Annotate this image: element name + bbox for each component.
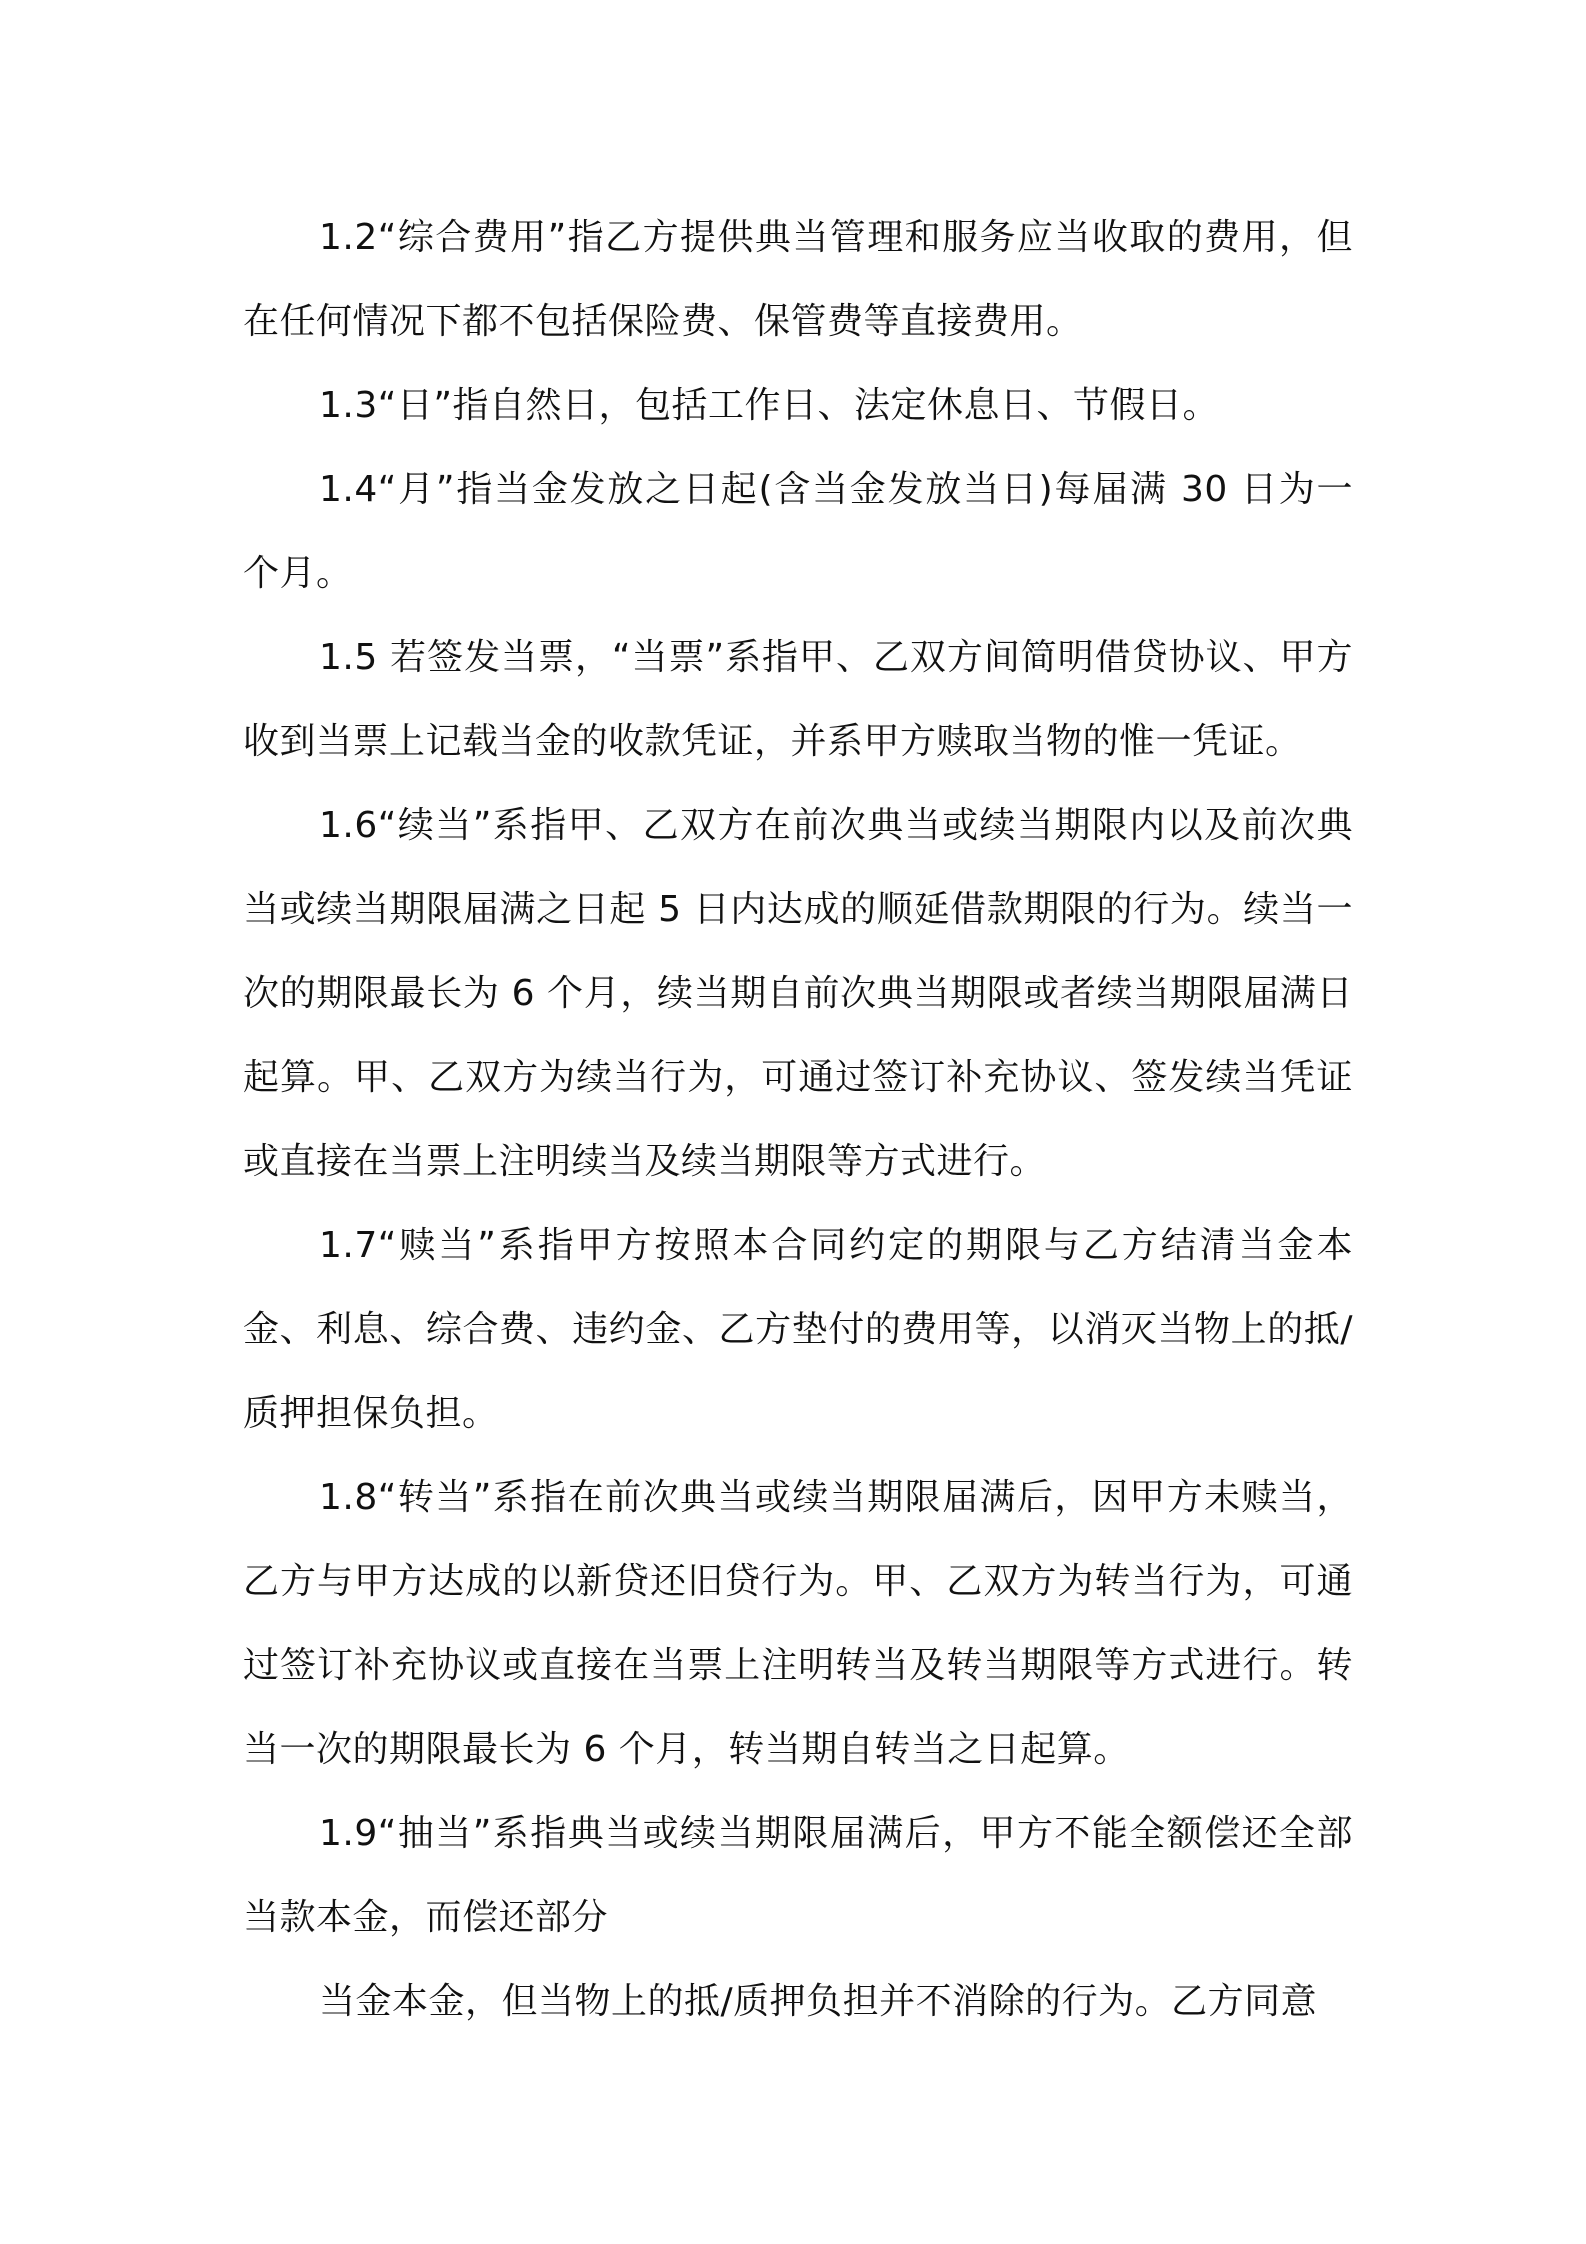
clause-1-9: 1.9“抽当”系指典当或续当期限届满后，甲方不能全额偿还全部当款本金，而偿还部分 xyxy=(243,1813,1353,1938)
clause-1-7: 1.7“赎当”系指甲方按照本合同约定的期限与乙方结清当金本金、利息、综合费、违约金、乙方垫付的费用等，以消灭当物上的抵/质押担保负担。 xyxy=(243,1225,1353,1434)
clause-1-5: 1.5 若签发当票，“当票”系指甲、乙双方间简明借贷协议、甲方收到当票上记载当金的收款凭证，并系甲方赎取当物的惟一凭证。 xyxy=(243,637,1353,762)
document-body xyxy=(243,196,1353,2044)
clause-1-6: 1.6“续当”系指甲、乙双方在前次典当或续当期限内以及前次典当或续当期限届满之日起 5 日内达成的顺延借款期限的行为。续当一次的期限最长为 6 个月，续当期自前次典当期限或者续当期限届满日起算。甲、乙双方为续当行为，可通过签订补充协议、签发续当凭证或直接在当票上注明续当及续当期限等方式进行。 xyxy=(243,805,1353,1182)
clause-1-3: 1.3“日”指自然日，包括工作日、法定休息日、节假日。 xyxy=(319,385,1220,426)
clause-1-4: 1.4“月”指当金发放之日起(含当金发放当日)每届满 30 日为一个月。 xyxy=(243,469,1353,594)
clause-1-9-continued: 当金本金，但当物上的抵/质押负担并不消除的行为。乙方同意 xyxy=(319,1981,1318,2022)
clause-1-8: 1.8“转当”系指在前次典当或续当期限届满后，因甲方未赎当，乙方与甲方达成的以新贷还旧贷行为。甲、乙双方为转当行为，可通过签订补充协议或直接在当票上注明转当及转当期限等方式进行。转当一次的期限最长为 6 个月，转当期自转当之日起算。 xyxy=(243,1477,1353,1770)
clause-1-2: 1.2“综合费用”指乙方提供典当管理和服务应当收取的费用，但在任何情况下都不包括保险费、保管费等直接费用。 xyxy=(243,217,1353,342)
